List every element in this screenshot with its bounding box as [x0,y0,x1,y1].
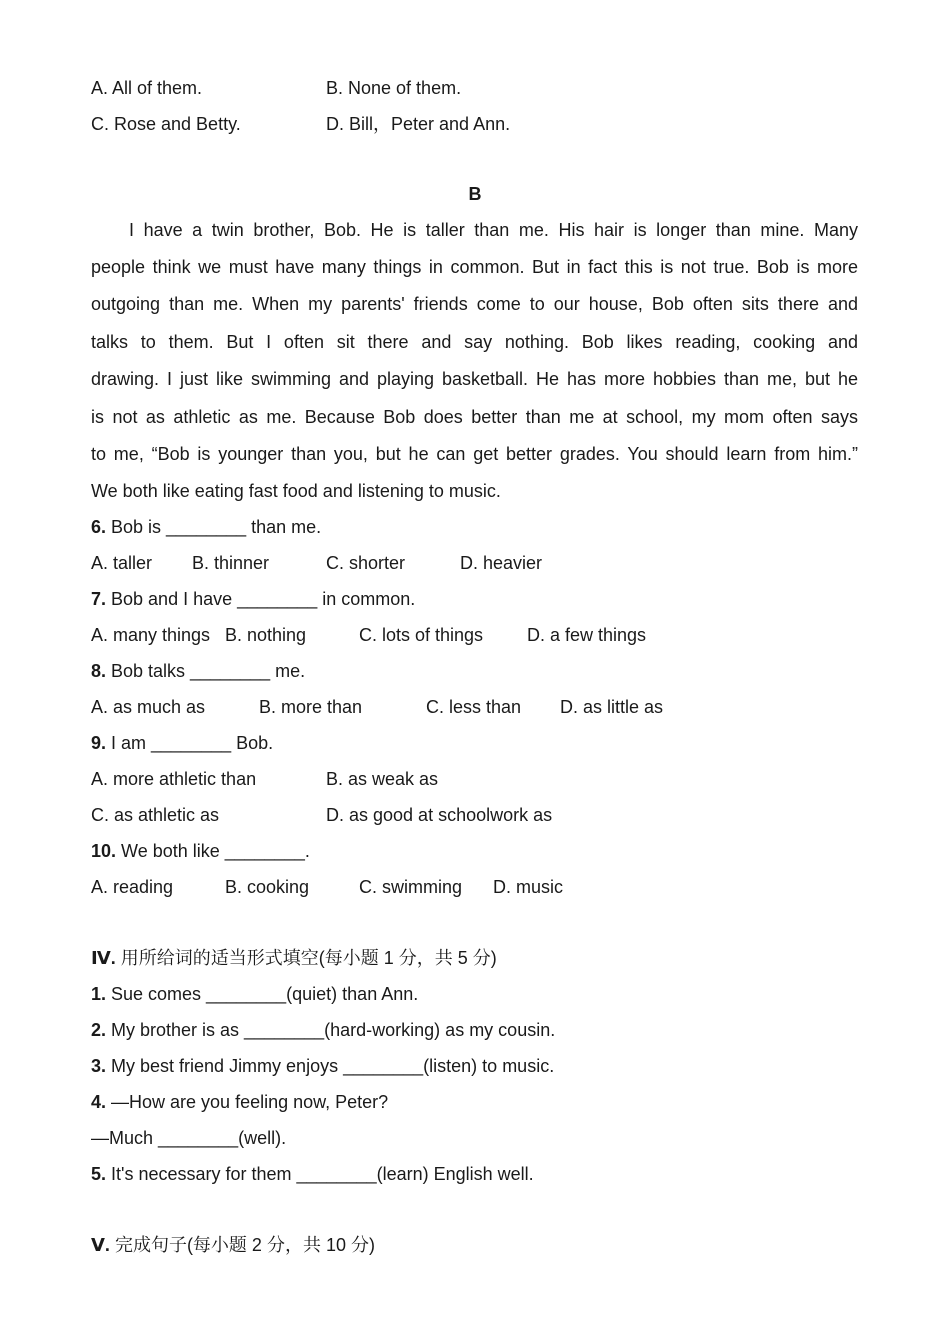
q7-option-d: D. a few things [527,625,647,645]
q8-option-c: C. less than [426,697,522,717]
item-number: 2. [91,1020,107,1040]
q5-option-b: B. None of them. [326,78,462,98]
question-text: Bob and I have ________ in common. [106,589,416,609]
question-number: 10. [91,841,117,861]
item-number: 3. [91,1056,107,1076]
q6-option-d: D. heavier [460,553,543,573]
section-title: 完成句子(每小题 2 分，共 10 分) [109,1235,375,1255]
passage-line: I have a twin brother, Bob. He is taller than me. His hair is longer than mine. Many [129,220,858,240]
q6-option-b: B. thinner [192,553,270,573]
item-number: 1. [91,984,107,1004]
section-b-heading: B [468,184,482,204]
q7-option-b: B. nothing [225,625,307,645]
section-title: 用所给词的适当形式填空(每小题 1 分，共 5 分) [115,948,497,968]
q10-option-a: A. reading [91,877,174,897]
q9-option-d: D. as good at schoolwork as [326,805,553,825]
passage-line: to me, “Bob is younger than you, but he can get better grades. You should learn from him.” [91,444,858,464]
question-text: Bob is ________ than me. [106,517,322,537]
q9-option-b: B. as weak as [326,769,439,789]
question-number: 7. [91,589,107,609]
question-6 [91,515,321,539]
q8-option-b: B. more than [259,697,363,717]
question-text: I am ________ Bob. [106,733,274,753]
q7-option-c: C. lots of things [359,625,484,645]
q10-option-c: C. swimming [359,877,463,897]
q10-option-d: D. music [493,877,564,897]
question-7 [91,587,415,611]
passage-line: We both like eating fast food and listening to music. [91,481,501,501]
q5-option-a: A. All of them. [91,78,203,98]
section-v-heading [91,1233,375,1257]
item-text: —Much ________(well). [91,1128,287,1148]
question-10 [91,839,310,863]
q8-option-d: D. as little as [560,697,664,717]
section-number: Ⅳ. [91,948,116,968]
question-9 [91,731,273,755]
question-number: 6. [91,517,107,537]
passage-line: drawing. I just like swimming and playing basketball. He has more hobbies than me, but he [91,369,858,389]
passage-line: is not as athletic as me. Because Bob does better than me at school, my mom often says [91,407,858,427]
iv-item-5 [91,1162,534,1186]
item-text: It's necessary for them ________(learn) English well. [106,1164,534,1184]
section-iv-heading [91,946,497,970]
q8-option-a: A. as much as [91,697,206,717]
iv-item-3 [91,1054,554,1078]
item-text: My best friend Jimmy enjoys ________(listen) to music. [106,1056,555,1076]
q9-option-c: C. as athletic as [91,805,220,825]
section-number: Ⅴ. [91,1235,110,1255]
question-text: Bob talks ________ me. [106,661,306,681]
q7-option-a: A. many things [91,625,211,645]
q5-option-d: D. Bill，Peter and Ann. [326,114,511,134]
q6-option-c: C. shorter [326,553,406,573]
question-number: 9. [91,733,107,753]
q10-option-b: B. cooking [225,877,310,897]
q5-option-c: C. Rose and Betty. [91,114,241,134]
iv-item-2 [91,1018,555,1042]
iv-item-4 [91,1090,388,1114]
item-number: 5. [91,1164,107,1184]
q6-option-a: A. taller [91,553,153,573]
passage-line: outgoing than me. When my parents' friends come to our house, Bob often sits there and [91,294,858,314]
item-text: Sue comes ________(quiet) than Ann. [106,984,419,1004]
q9-option-a: A. more athletic than [91,769,257,789]
item-text: My brother is as ________(hard-working) as my cousin. [106,1020,556,1040]
question-text: We both like ________. [116,841,310,861]
iv-item-1 [91,982,418,1006]
question-number: 8. [91,661,107,681]
item-text: —How are you feeling now, Peter? [106,1092,389,1112]
passage-line: talks to them. But I often sit there and say nothing. Bob likes reading, cooking and [91,332,858,352]
item-number: 4. [91,1092,107,1112]
question-8 [91,659,305,683]
passage-line: people think we must have many things in common. But in fact this is not true. Bob is more [91,257,858,277]
iv-item-4-answer [91,1126,286,1150]
